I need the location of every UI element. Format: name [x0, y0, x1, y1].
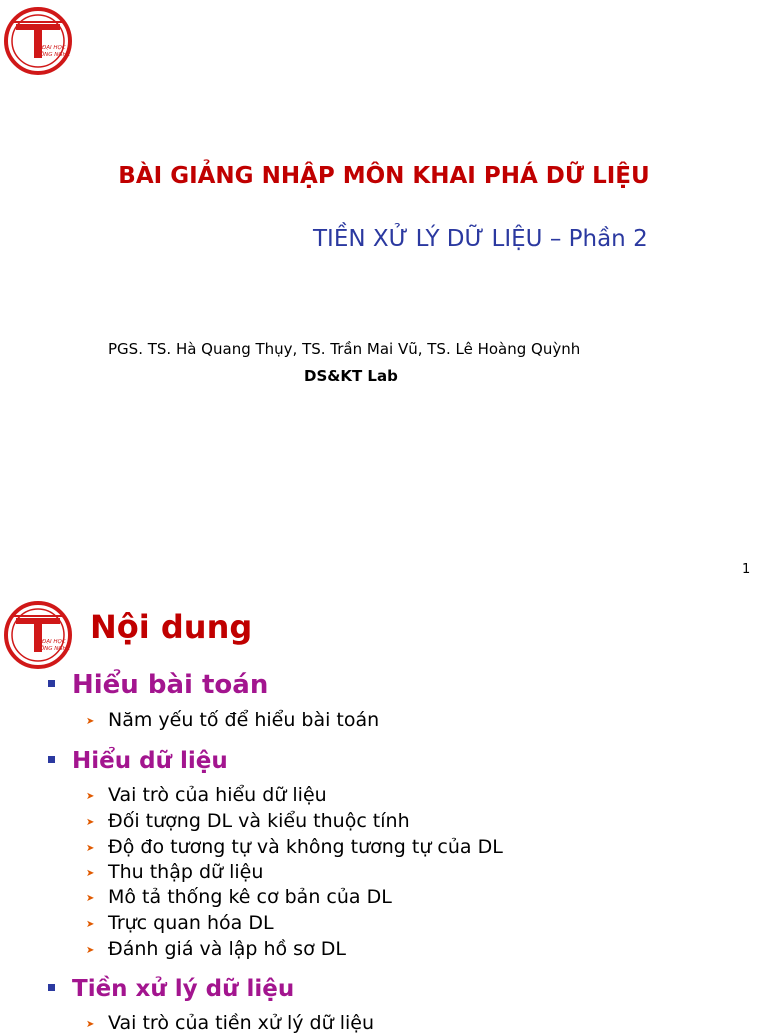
arrow-bullet-icon: ➤ [86, 945, 95, 956]
arrow-bullet-icon: ➤ [86, 716, 95, 727]
arrow-bullet-icon: ➤ [86, 893, 95, 904]
arrow-bullet-icon: ➤ [86, 919, 95, 930]
list-item-text: Đánh giá và lập hồ sơ DL [108, 938, 346, 960]
authors: PGS. TS. Hà Quang Thụy, TS. Trần Mai Vũ, TS. Lê Hoàng Quỳnh [108, 340, 581, 358]
list-item [86, 784, 327, 806]
list-item [86, 861, 263, 883]
list-item [86, 810, 410, 832]
list-item-text: Độ đo tương tự và không tương tự của DL [108, 836, 503, 858]
section-item [48, 976, 294, 1002]
list-item-text: Đối tượng DL và kiểu thuộc tính [108, 810, 410, 832]
list-item-text: Năm yếu tố để hiểu bài toán [108, 709, 380, 731]
list-item [86, 1012, 374, 1034]
section-item [48, 748, 228, 774]
bullet-square-icon [48, 756, 55, 763]
arrow-bullet-icon: ➤ [86, 791, 95, 802]
slide-heading: Nội dung [90, 608, 253, 646]
svg-text:CÔNG NGHỆ: CÔNG NGHỆ [36, 52, 71, 58]
contents-slide [0, 590, 768, 1034]
university-logo-icon [2, 6, 74, 76]
list-item [86, 938, 346, 960]
list-item-text: Mô tả thống kê cơ bản của DL [108, 886, 392, 908]
svg-text:CÔNG NGHỆ: CÔNG NGHỆ [36, 646, 71, 652]
bullet-square-icon [48, 680, 55, 687]
arrow-bullet-icon: ➤ [86, 817, 95, 828]
section-label: Tiền xử lý dữ liệu [72, 976, 295, 1002]
list-item-text: Vai trò của tiền xử lý dữ liệu [108, 1012, 374, 1034]
svg-text:ĐẠI HỌC: ĐẠI HỌC [42, 639, 66, 645]
svg-text:ĐẠI HỌC: ĐẠI HỌC [42, 45, 66, 51]
arrow-bullet-icon: ➤ [86, 868, 95, 879]
university-logo-icon [2, 600, 74, 670]
list-item-text: Thu thập dữ liệu [108, 861, 264, 883]
arrow-bullet-icon: ➤ [86, 1019, 95, 1030]
section-label: Hiểu bài toán [72, 670, 269, 700]
presentation-title: BÀI GIẢNG NHẬP MÔN KHAI PHÁ DỮ LIỆU [118, 163, 650, 189]
list-item-text: Trực quan hóa DL [108, 912, 274, 934]
list-item [86, 912, 274, 934]
list-item [86, 836, 503, 858]
section-item [48, 670, 268, 700]
list-item [86, 709, 379, 731]
section-label: Hiểu dữ liệu [72, 748, 228, 774]
list-item [86, 886, 392, 908]
bullet-square-icon [48, 984, 55, 991]
page-number: 1 [742, 562, 751, 577]
arrow-bullet-icon: ➤ [86, 843, 95, 854]
list-item-text: Vai trò của hiểu dữ liệu [108, 784, 327, 806]
presentation-subtitle: TIỀN XỬ LÝ DỮ LIỆU – Phần 2 [313, 226, 648, 252]
lab-name: DS&KT Lab [304, 367, 398, 385]
